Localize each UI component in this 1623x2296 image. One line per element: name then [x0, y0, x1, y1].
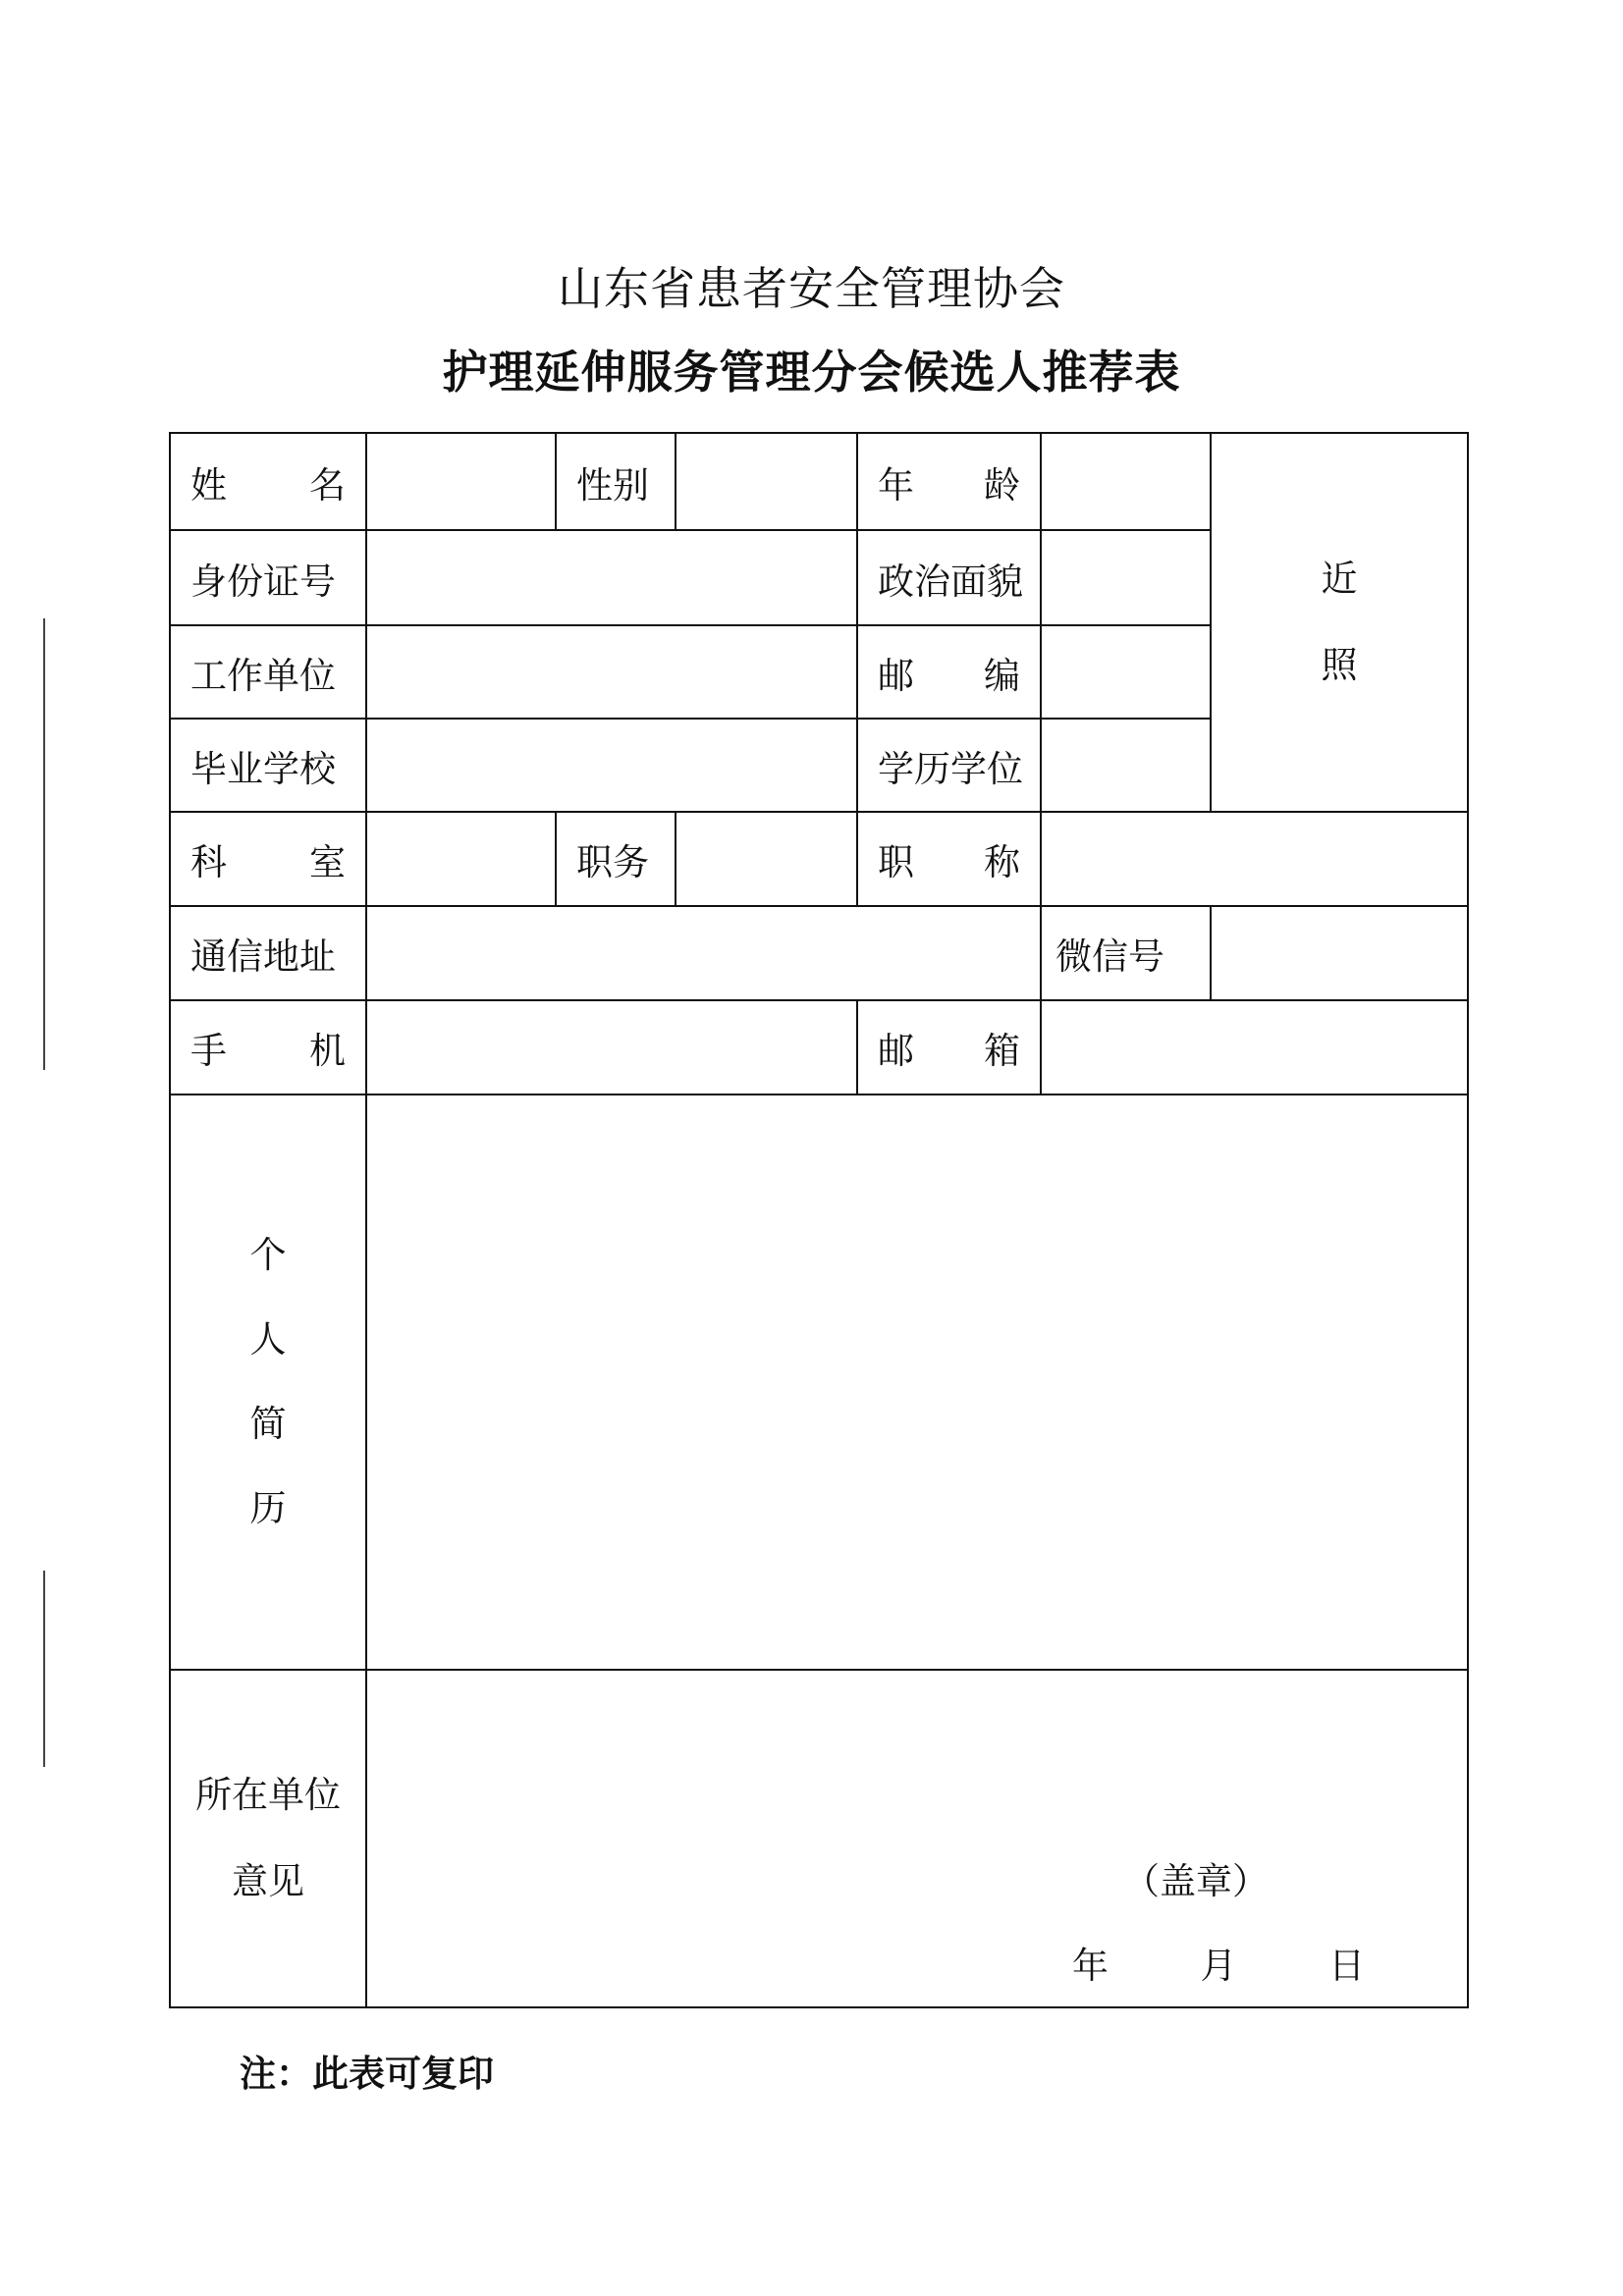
- department-label-char2: 室: [309, 841, 346, 883]
- department-label-char1: 科: [190, 841, 227, 883]
- date-year-label: 年: [1072, 1945, 1109, 1987]
- age-field[interactable]: [1041, 433, 1211, 530]
- mobile-label-cell: [170, 1000, 366, 1095]
- footnote: 注：此表可复印: [240, 2053, 494, 2095]
- age-label-char1: 年: [878, 463, 914, 507]
- opinion-label-line1: 所在单位: [195, 1774, 341, 1816]
- resume-label-cell: [170, 1095, 366, 1670]
- position-field[interactable]: [676, 812, 857, 906]
- opinion-label-line2: 意见: [232, 1860, 304, 1902]
- scan-edge-mark: [43, 1571, 45, 1767]
- political-status-label-cell: [857, 530, 1041, 625]
- workplace-label-cell: [170, 625, 366, 719]
- wechat-label-cell: [1041, 906, 1211, 1000]
- gender-label-cell: [556, 433, 676, 530]
- resume-label-char2: 人: [249, 1318, 287, 1361]
- address-field[interactable]: [366, 906, 1041, 1000]
- id-number-label: 身份证号: [190, 560, 336, 603]
- address-label-cell: [170, 906, 366, 1000]
- title-rank-label-char1: 职: [878, 841, 914, 883]
- email-label-cell: [857, 1000, 1041, 1095]
- photo-label-char2: 照: [1321, 644, 1358, 686]
- name-label-char1: 姓: [190, 463, 227, 507]
- email-field[interactable]: [1041, 1000, 1468, 1095]
- date-month-label: 月: [1200, 1945, 1237, 1987]
- photo-cell[interactable]: [1211, 433, 1468, 812]
- age-label-cell: [857, 433, 1041, 530]
- resume-label-char1: 个: [249, 1234, 287, 1276]
- position-label: 职务: [576, 841, 649, 883]
- date-day-label: 日: [1328, 1945, 1366, 1987]
- resume-label-char3: 简: [249, 1403, 287, 1445]
- scan-edge-mark: [43, 618, 45, 1070]
- political-status-label: 政治面貌: [878, 560, 1023, 603]
- resume-label-char4: 历: [249, 1487, 287, 1529]
- name-field[interactable]: [366, 433, 556, 530]
- postcode-label-cell: [857, 625, 1041, 719]
- postcode-label-char2: 编: [984, 654, 1020, 697]
- school-field[interactable]: [366, 719, 857, 812]
- postcode-label-char1: 邮: [878, 654, 914, 697]
- email-label-char2: 箱: [984, 1030, 1020, 1072]
- gender-field[interactable]: [676, 433, 857, 530]
- recommendation-form-table: [169, 432, 1469, 2008]
- wechat-label: 微信号: [1055, 935, 1164, 978]
- title-rank-label-cell: [857, 812, 1041, 906]
- degree-label-cell: [857, 719, 1041, 812]
- opinion-label-cell: [170, 1670, 366, 2007]
- address-label: 通信地址: [190, 935, 336, 978]
- position-label-cell: [556, 812, 676, 906]
- form-title-line2: 护理延伸服务管理分会候选人推荐表: [442, 346, 1181, 399]
- wechat-field[interactable]: [1211, 906, 1468, 1000]
- school-label-cell: [170, 719, 366, 812]
- department-label-cell: [170, 812, 366, 906]
- name-label-cell: [170, 433, 366, 530]
- title-rank-field[interactable]: [1041, 812, 1468, 906]
- title-rank-label-char2: 称: [984, 841, 1020, 883]
- department-field[interactable]: [366, 812, 556, 906]
- gender-label: 性别: [576, 463, 649, 507]
- workplace-field[interactable]: [366, 625, 857, 719]
- workplace-label: 工作单位: [190, 654, 336, 697]
- political-status-field[interactable]: [1041, 530, 1211, 625]
- id-number-field[interactable]: [366, 530, 857, 625]
- form-title-line1: 山东省患者安全管理协会: [558, 262, 1065, 315]
- age-label-char2: 龄: [984, 463, 1020, 507]
- id-number-label-cell: [170, 530, 366, 625]
- degree-label: 学历学位: [878, 747, 1023, 790]
- seal-label: （盖章）: [1123, 1860, 1269, 1902]
- degree-field[interactable]: [1041, 719, 1211, 812]
- mobile-label-char1: 手: [190, 1030, 227, 1072]
- email-label-char1: 邮: [878, 1030, 914, 1072]
- date-line: [1072, 1936, 1365, 1989]
- school-label: 毕业学校: [190, 747, 336, 790]
- name-label-char2: 名: [309, 463, 346, 507]
- postcode-field[interactable]: [1041, 625, 1211, 719]
- resume-field[interactable]: [366, 1095, 1468, 1670]
- photo-label-char1: 近: [1321, 558, 1358, 600]
- mobile-label-char2: 机: [309, 1030, 346, 1072]
- mobile-field[interactable]: [366, 1000, 857, 1095]
- opinion-field[interactable]: [366, 1670, 1468, 2007]
